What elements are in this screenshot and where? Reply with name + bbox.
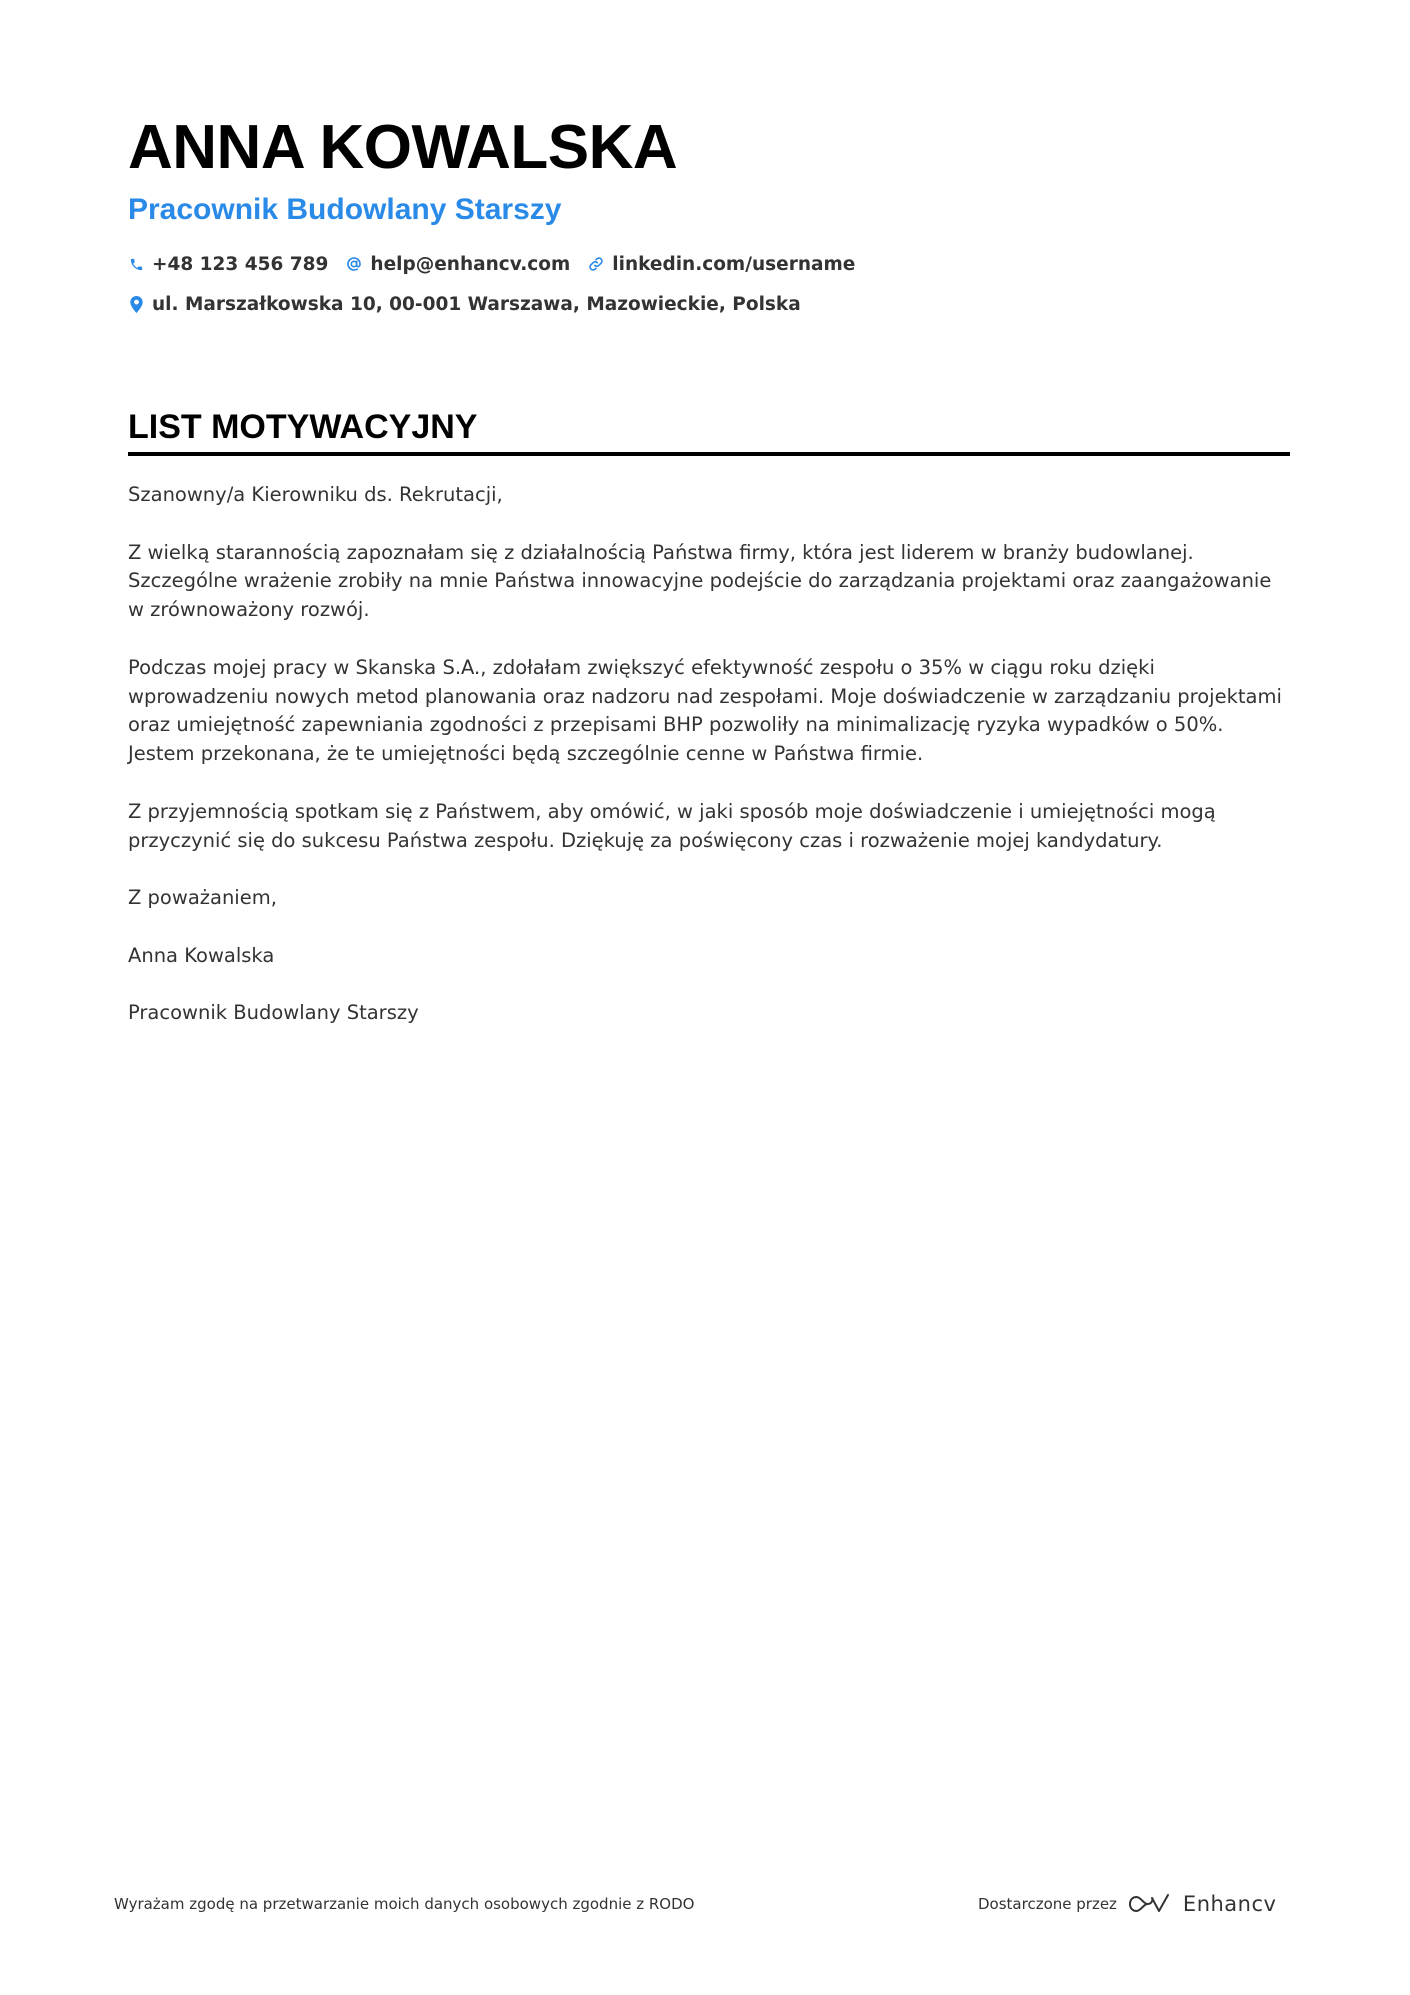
signature-title: Pracownik Budowlany Starszy: [128, 1001, 419, 1025]
brand-name: Enhancv: [1182, 1892, 1277, 1916]
contact-address: [128, 294, 801, 315]
signature-name: Anna Kowalska: [128, 943, 275, 967]
contact-phone: [128, 254, 328, 275]
salutation: Szanowny/a Kierowniku ds. Rekrutacji,: [128, 483, 503, 506]
location-pin-icon: [128, 295, 144, 313]
phone-text: +48 123 456 789: [152, 253, 329, 275]
letter-paragraph: Podczas mojej pracy w Skanska S.A., zdołałam zwiększyć efektywność zespołu o 35% w ciągu roku dzięki wprowadzeniu nowych metod planowania oraz nadzoru nad zespołami. Moje doświadczenie w zarządzaniu projektami oraz umiejętność zapewniania zgodności z przepisami BHP pozwoliły na minimalizację ryzyka wypadków o 50%. Jestem przekonana, że te umiejętności będą szczególnie cenne w Państwa firmie.: [128, 655, 1282, 766]
section-heading: [128, 404, 1290, 456]
contact-email[interactable]: [346, 254, 570, 275]
phone-icon: [128, 255, 144, 273]
contact-row: [128, 290, 1288, 318]
section-divider: [128, 452, 1290, 456]
letter-paragraph: Z wielką starannością zapoznałam się z działalnością Państwa firmy, która jest liderem w branży budowlanej. Szczególne wrażenie zrobiły na mnie Państwa innowacyjne podejście do zarządzania projektami oraz zaangażowanie w zrównoważony rozwój.: [128, 540, 1272, 622]
link-icon: [588, 255, 604, 273]
contact-linkedin[interactable]: [588, 254, 855, 275]
job-title: Pracownik Budowlany Starszy: [128, 193, 562, 226]
contact-row: [128, 250, 1288, 278]
powered-by-label: Dostarczone przez: [978, 1895, 1117, 1913]
address-text: ul. Marszałkowska 10, 00-001 Warszawa, Mazowieckie, Polska: [152, 293, 801, 315]
letter-paragraph: Z przyjemnością spotkam się z Państwem, aby omówić, w jaki sposób moje doświadczenie i umiejętności mogą przyczynić się do sukcesu Państwa zespołu. Dziękuję za poświęcony czas i rozważenie mojej kandydatury.: [128, 799, 1216, 852]
at-icon: [346, 255, 362, 273]
linkedin-text: linkedin.com/username: [612, 253, 856, 275]
powered-by[interactable]: [978, 1888, 1276, 1920]
header: [128, 108, 1288, 318]
closing: Z poważaniem,: [128, 886, 277, 910]
gdpr-consent: Wyrażam zgodę na przetwarzanie moich danych osobowych zgodnie z RODO: [114, 1895, 695, 1913]
enhancv-logo: [1127, 1892, 1277, 1916]
candidate-name: ANNA KOWALSKA: [128, 113, 678, 182]
letter-body: [128, 481, 1290, 1057]
enhancv-logo-icon: [1127, 1892, 1173, 1916]
section-title: LIST MOTYWACYJNY: [128, 408, 478, 446]
email-text: help@enhancv.com: [370, 253, 571, 275]
